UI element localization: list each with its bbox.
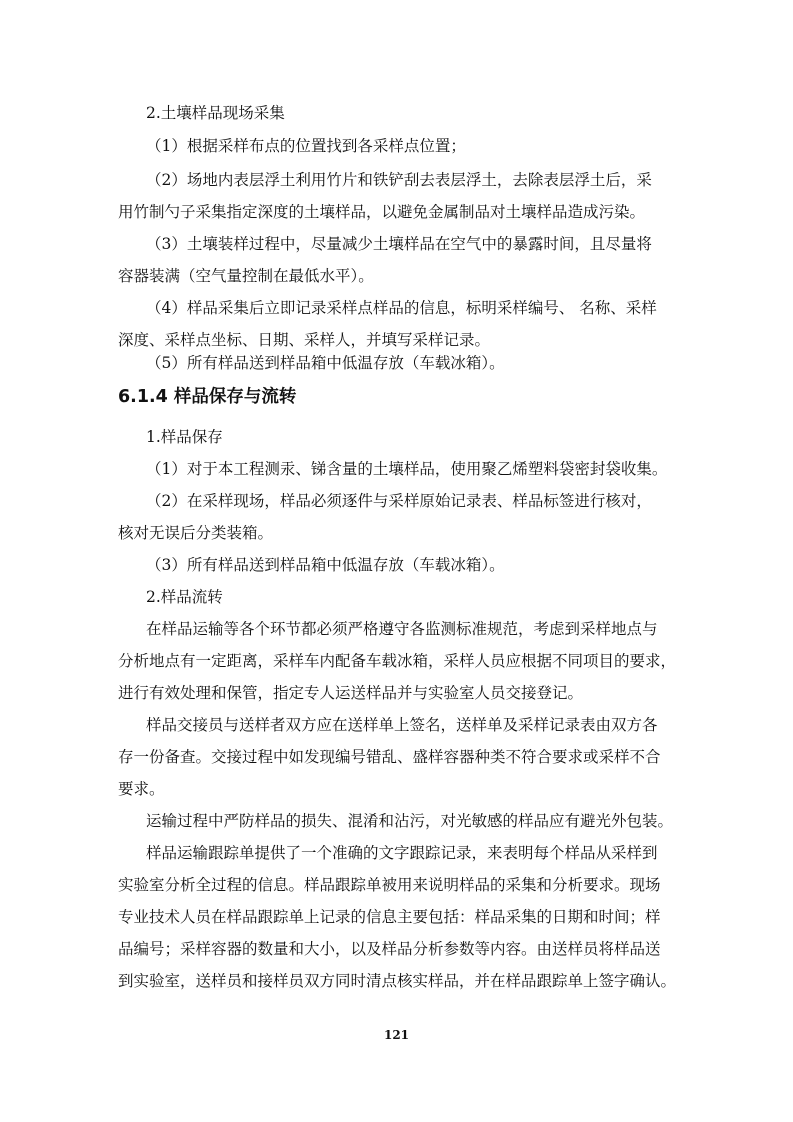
- soil-collection-item-4-line-2: 深度、采样点坐标、日期、采样人，并填写采样记录。: [118, 331, 491, 349]
- storage-title: 1.样品保存: [146, 428, 223, 446]
- transfer-para-3: 运输过程中严防样品的损失、混淆和沾污，对光敏感的样品应有避光外包装。: [146, 812, 674, 830]
- soil-collection-item-2-line-2: 用竹制勺子采集指定深度的土壤样品，以避免金属制品对土壤样品造成污染。: [118, 203, 646, 221]
- transfer-title: 2.样品流转: [146, 588, 223, 606]
- storage-item-2-line-2: 核对无误后分类装箱。: [118, 524, 274, 542]
- transfer-para-1-line-2: 分析地点有一定距离，采样车内配备车载冰箱，采样人员应根据不同项目的要求，: [118, 652, 677, 670]
- storage-item-3: （3）所有样品送到样品箱中低温存放（车载冰箱）。: [146, 556, 505, 574]
- transfer-para-1-line-3: 进行有效处理和保管，指定专人运送样品并与实验室人员交接登记。: [118, 684, 584, 702]
- soil-collection-item-4-line-1: （4）样品采集后立即记录采样点样品的信息，标明采样编号、 名称、采样: [146, 299, 657, 317]
- soil-collection-item-3-line-2: 容器装满（空气量控制在最低水平）。: [118, 267, 374, 285]
- transfer-para-4-line-2: 实验室分析全过程的信息。样品跟踪单被用来说明样品的采集和分析要求。现场: [118, 876, 661, 894]
- transfer-para-4-line-5: 到实验室，送样员和接样员双方同时清点核实样品，并在样品跟踪单上签字确认。: [118, 972, 677, 990]
- soil-collection-item-5: （5）所有样品送到样品箱中低温存放（车载冰箱）。: [146, 354, 505, 372]
- transfer-para-4-line-4: 品编号；采样容器的数量和大小，以及样品分析参数等内容。由送样员将样品送: [118, 940, 661, 958]
- page-number: 121: [383, 1028, 410, 1042]
- transfer-para-2-line-2: 存一份备查。交接过程中如发现编号错乱、盛样容器种类不符合要求或采样不合: [118, 748, 661, 766]
- soil-collection-item-3-line-1: （3）土壤装样过程中，尽量减少土壤样品在空气中的暴露时间，且尽量将: [146, 235, 652, 253]
- transfer-para-2-line-3: 要求。: [118, 780, 165, 798]
- section-heading-6-1-4: 6.1.4 样品保存与流转: [118, 387, 297, 407]
- transfer-para-2-line-1: 样品交接员与送样者双方应在送样单上签名，送样单及采样记录表由双方各: [146, 716, 658, 734]
- transfer-para-4-line-1: 样品运输跟踪单提供了一个准确的文字跟踪记录，来表明每个样品从采样到: [146, 844, 658, 862]
- soil-collection-item-2-line-1: （2）场地内表层浮土利用竹片和铁铲刮去表层浮土，去除表层浮土后，采: [146, 171, 652, 189]
- storage-item-2-line-1: （2）在采样现场，样品必须逐件与采样原始记录表、样品标签进行核对，: [146, 492, 652, 510]
- storage-item-1: （1）对于本工程测汞、锑含量的土壤样品，使用聚乙烯塑料袋密封袋收集。: [146, 460, 668, 478]
- transfer-para-4-line-3: 专业技术人员在样品跟踪单上记录的信息主要包括：样品采集的日期和时间；样: [118, 908, 661, 926]
- soil-collection-item-1: （1）根据采样布点的位置找到各采样点位置；: [146, 137, 466, 155]
- transfer-para-1-line-1: 在样品运输等各个环节都必须严格遵守各监测标准规范，考虑到采样地点与: [146, 620, 658, 638]
- soil-collection-title: 2.土壤样品现场采集: [146, 104, 285, 122]
